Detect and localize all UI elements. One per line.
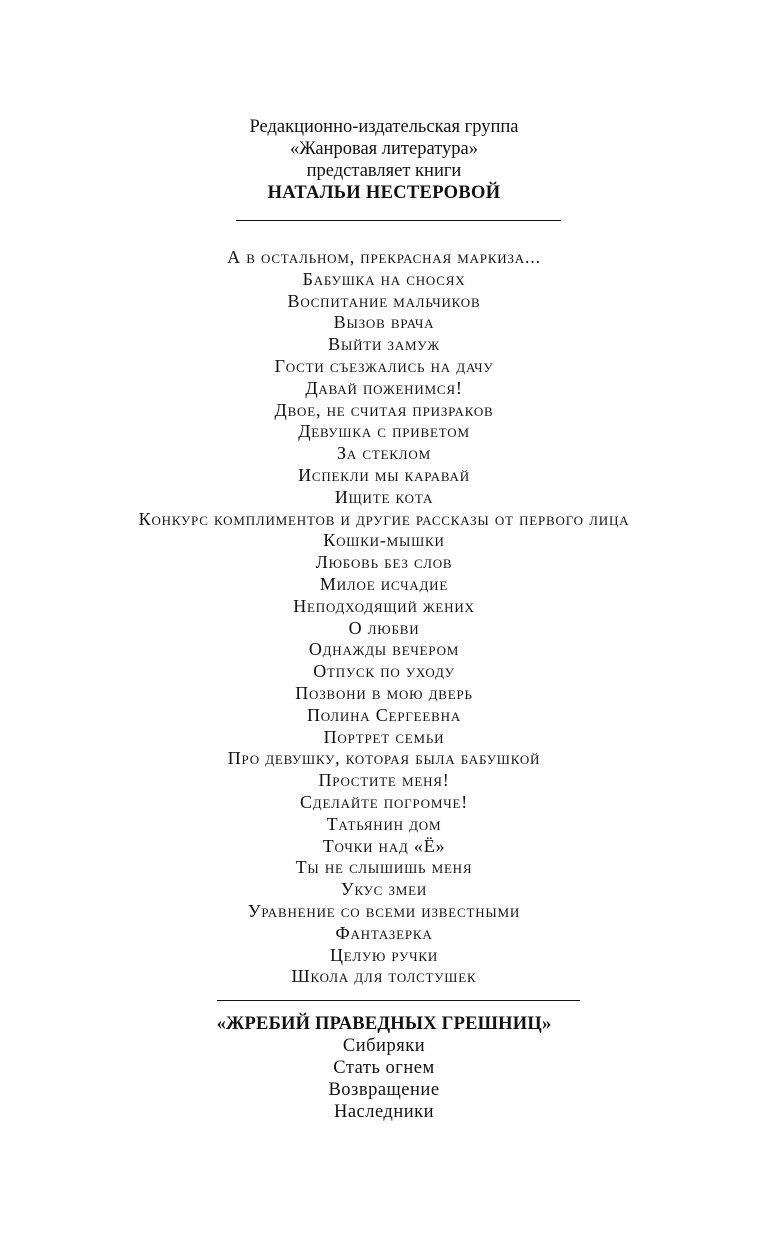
series-book: Стать огнем	[333, 1058, 435, 1078]
book-title: Целую ручки	[329, 944, 439, 965]
presents-line: представляет книги	[306, 161, 462, 181]
series-title: «ЖРЕБИЙ ПРАВЕДНЫХ ГРЕШНИЦ»	[216, 1014, 552, 1034]
book-title: Уравнение со всеми известными	[247, 900, 521, 921]
author-name: НАТАЛЬИ НЕСТЕРОВОЙ	[267, 183, 501, 203]
bottom-divider	[217, 1000, 580, 1001]
book-title: Татьянин дом	[326, 813, 442, 834]
book-title: Сделайте погромче!	[299, 791, 469, 812]
book-title: Конкурс комплиментов и другие рассказы от первого лица	[138, 508, 630, 529]
top-divider	[236, 220, 561, 221]
book-title: Портрет семьи	[323, 726, 445, 747]
book-title: Про девушку, которая была бабушкой	[227, 748, 541, 769]
book-title: Девушка с приветом	[298, 421, 470, 442]
book-title: Вызов врача	[333, 312, 435, 333]
book-title: Гости съезжались на дачу	[274, 355, 494, 376]
book-title: Выйти замуж	[328, 334, 440, 355]
book-titles-list	[0, 247, 768, 988]
book-title: Укус змеи	[340, 879, 428, 900]
book-title: Воспитание мальчиков	[287, 290, 481, 311]
book-title: Любовь без слов	[315, 552, 453, 573]
book-title: А в остальном, прекрасная маркиза...	[227, 247, 541, 267]
book-title: Кошки-мышки	[323, 530, 445, 551]
book-title: Точки над «Ё»	[322, 835, 446, 856]
series-section	[0, 1013, 768, 1123]
book-title: Отпуск по уходу	[313, 661, 455, 682]
series-book: Возвращение	[328, 1080, 440, 1100]
series-book: Наследники	[333, 1102, 435, 1122]
book-title: Полина Сергеевна	[306, 704, 462, 725]
book-title: Ищите кота	[334, 486, 434, 507]
book-title: За стеклом	[337, 443, 431, 464]
book-title: Школа для толстушек	[291, 966, 477, 987]
series-book: Сибиряки	[342, 1036, 426, 1056]
publisher-line: Редакционно-издательская группа	[249, 117, 519, 137]
book-title: Фантазерка	[335, 922, 433, 943]
book-title: О любви	[348, 617, 420, 638]
book-title: Испекли мы каравай	[298, 464, 470, 485]
book-title: Двое, не считая призраков	[274, 399, 494, 420]
publisher-header	[0, 116, 768, 204]
book-title: Милое исчадие	[319, 573, 449, 594]
book-title: Бабушка на сносях	[302, 268, 466, 289]
book-title: Давай поженимся!	[305, 377, 463, 398]
book-title: Неподходящий жених	[293, 595, 475, 616]
series-books-list	[0, 1035, 768, 1123]
book-title: Простите меня!	[318, 770, 450, 791]
book-title: Ты не слышишь меня	[295, 857, 473, 878]
book-title: Позвони в мою дверь	[295, 682, 473, 703]
book-title: Однажды вечером	[308, 639, 460, 660]
genre-line: «Жанровая литература»	[289, 139, 479, 159]
